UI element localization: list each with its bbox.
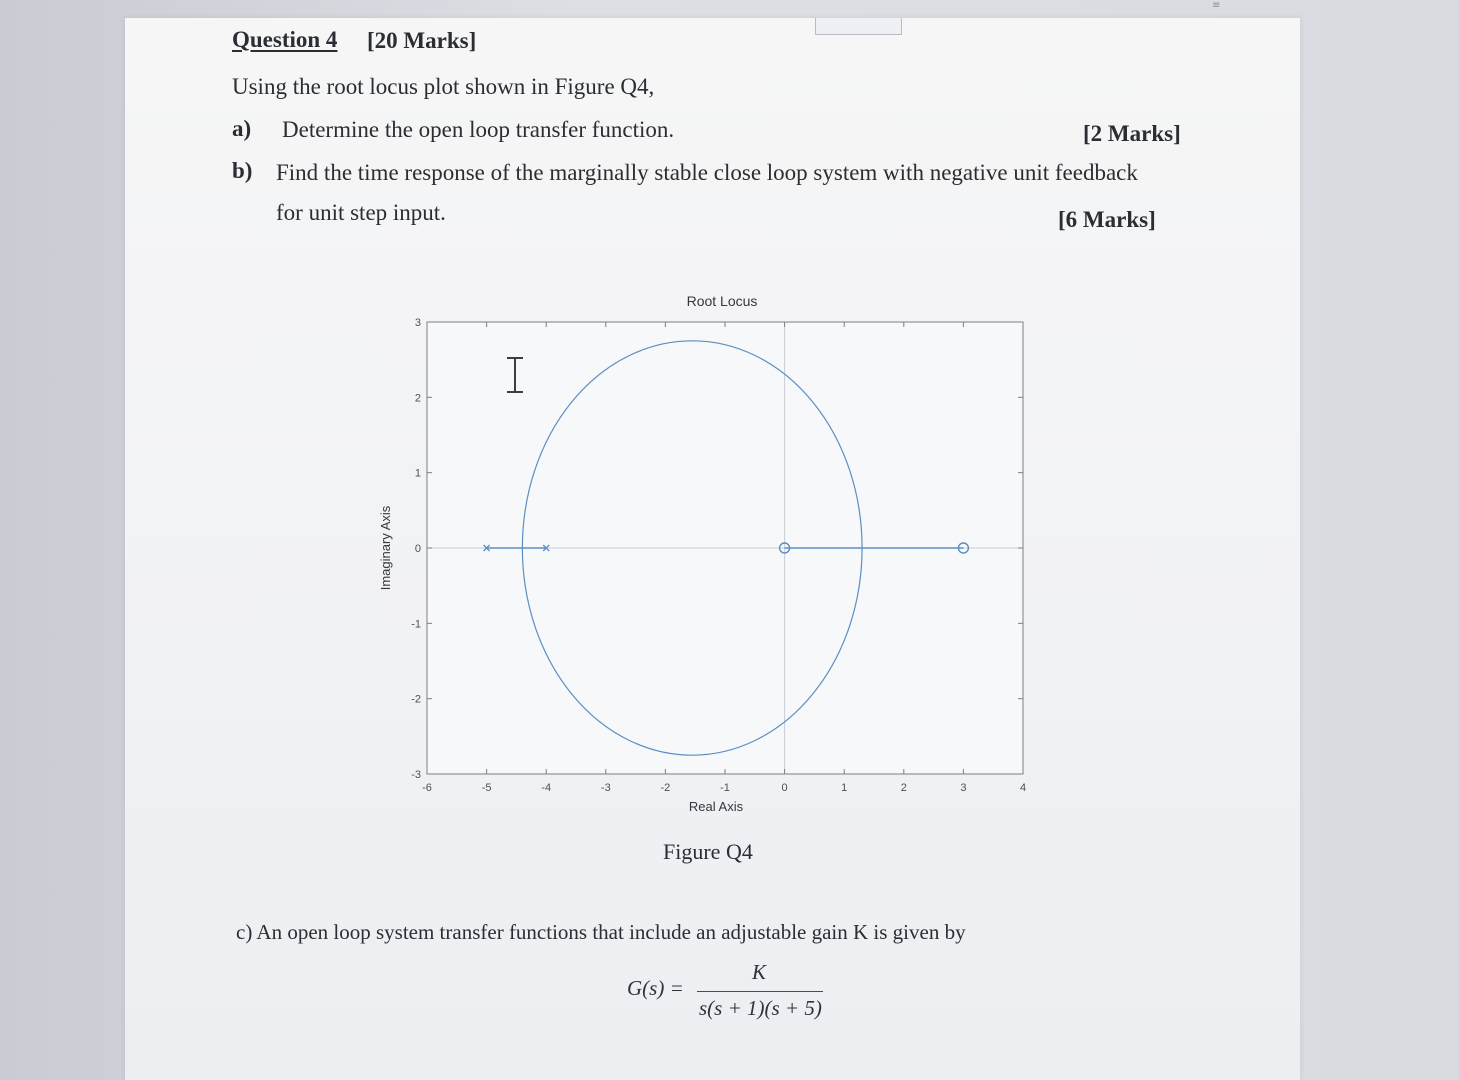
part-c-text: c) An open loop system transfer functions that include an adjustable gain K is given by — [236, 920, 966, 944]
x-tick-label: 2 — [900, 782, 907, 794]
x-tick-label: -4 — [541, 782, 552, 794]
fraction-bar — [697, 991, 823, 992]
x-tick-label: -5 — [481, 782, 492, 794]
y-tick-label: -2 — [411, 693, 421, 706]
x-tick-label: 1 — [841, 782, 848, 794]
y-tick-label: -3 — [411, 769, 421, 781]
x-tick-label: 3 — [960, 782, 967, 794]
text-cursor-icon — [503, 355, 527, 395]
y-tick-label: 2 — [414, 392, 421, 405]
x-tick-label: -2 — [660, 782, 671, 794]
x-axis-label: Real Axis — [688, 799, 744, 814]
part-b-text-line1: Find the time response of the marginally stable close loop system with negative unit feedback — [276, 160, 1138, 185]
part-b-label: b) — [232, 158, 253, 183]
part-b-text-line2: for unit step input. — [276, 200, 446, 225]
y-tick-label: 0 — [414, 543, 421, 555]
chart-title: Root Locus — [686, 293, 758, 309]
part-a-text: Determine the open loop transfer function. — [282, 117, 675, 142]
top-tab — [815, 18, 902, 35]
y-tick-label: 3 — [414, 317, 421, 329]
question-intro: Using the root locus plot shown in Figure Q4, — [232, 74, 655, 99]
y-axis-label: Imaginary Axis — [378, 505, 393, 591]
equation-denominator: s(s + 1)(s + 5) — [699, 996, 822, 1020]
equation-numerator: K — [752, 960, 767, 984]
part-a-label: a) — [232, 116, 252, 141]
equation-lhs: G(s) = — [627, 976, 684, 1000]
question-title: Question 4 — [232, 27, 338, 52]
part-a-marks: [2 Marks] — [1083, 121, 1181, 146]
x-tick-label: -3 — [600, 782, 611, 794]
root-locus-chart — [370, 285, 1040, 825]
menu-icon: ≡ — [1212, 0, 1221, 11]
x-tick-label: 4 — [1019, 782, 1027, 794]
transfer-function-equation — [625, 960, 825, 1030]
x-tick-label: -6 — [422, 782, 432, 794]
x-tick-label: 0 — [781, 782, 788, 794]
figure-caption: Figure Q4 — [663, 839, 753, 864]
y-tick-label: -1 — [411, 618, 421, 631]
part-b-marks: [6 Marks] — [1058, 207, 1156, 232]
x-tick-label: -1 — [720, 782, 730, 794]
y-tick-label: 1 — [414, 467, 421, 480]
question-marks: [20 Marks] — [367, 28, 477, 53]
